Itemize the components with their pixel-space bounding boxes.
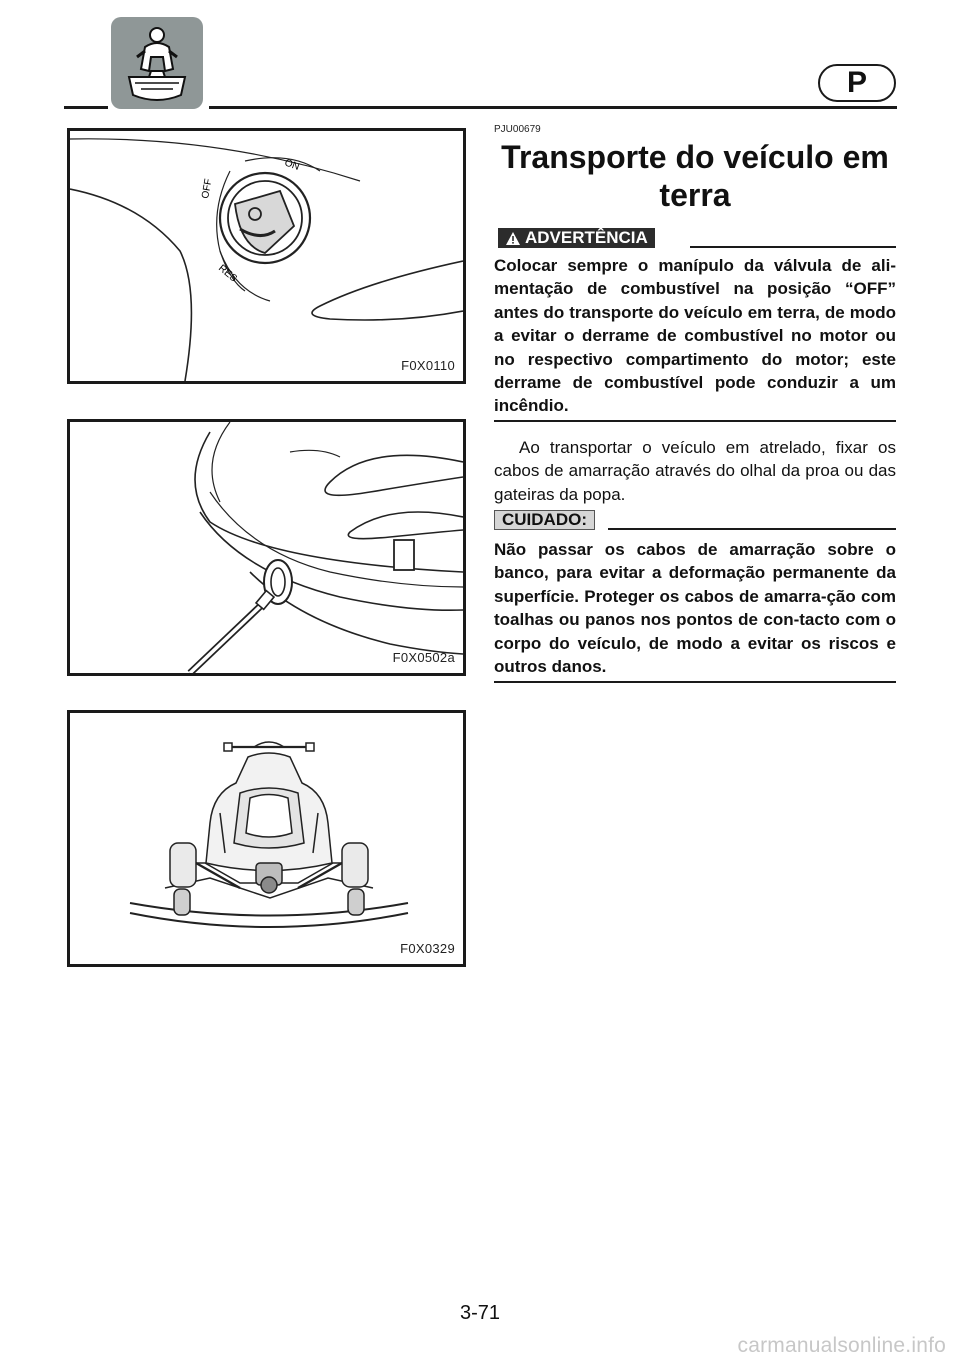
figure-bow-tie-down bbox=[67, 419, 466, 676]
caution-text: Não passar os cabos de amarração sobre o banco, para evitar a deformação permanente da superfície. Proteger os cabos de amarra-ção com toalhas ou panos nos pontos de con-tacto com o corpo do veículo, de modo a evitar os riscos e outros danos. bbox=[494, 540, 896, 677]
warning-label bbox=[498, 228, 655, 248]
page-title: Transporte do veículo em terra bbox=[501, 139, 889, 213]
caution-label bbox=[494, 510, 595, 530]
header-rule-left bbox=[64, 106, 108, 109]
warning-end-rule bbox=[494, 420, 896, 422]
caution-end-rule bbox=[494, 681, 896, 683]
warning-triangle-icon bbox=[505, 231, 521, 246]
warning-label-text: ADVERTÊNCIA bbox=[525, 228, 648, 247]
watermark: carmanualsonline.info bbox=[737, 1334, 946, 1357]
bow-tie-down-illustration bbox=[70, 422, 463, 673]
personal-watercraft-rider-icon bbox=[111, 17, 203, 109]
page-number: 3-71 bbox=[459, 1302, 501, 1324]
figure-craft-on-trailer bbox=[67, 710, 466, 967]
fuel-cock-illustration bbox=[70, 131, 463, 381]
warning-text: Colocar sempre o manípulo da válvula de ali-mentação de combustível na posição “OFF” antes do transporte do veículo em terra, de modo a evitar o derrame de combustível no motor ou no respectivo compartimento do motor; este derrame de combustível pode conduzir a um incêndio. bbox=[494, 256, 896, 416]
fuel-cock-label-on: ON bbox=[282, 157, 301, 173]
language-badge: P bbox=[818, 64, 896, 102]
fuel-cock-label-off: OFF bbox=[200, 177, 215, 200]
figure-code: F0X0329 bbox=[400, 941, 455, 956]
figure-code: F0X0502a bbox=[392, 650, 455, 665]
figure-fuel-cock bbox=[67, 128, 466, 384]
caution-label-text: CUIDADO: bbox=[502, 510, 587, 529]
warning-label-rule bbox=[690, 246, 896, 248]
craft-on-trailer-illustration bbox=[70, 713, 463, 964]
header-rule-right bbox=[209, 106, 897, 109]
figure-code: F0X0110 bbox=[401, 358, 455, 373]
body-text: Ao transportar o veículo em atrelado, fixar os cabos de amarração através do olhal da proa ou das gateiras da popa. bbox=[494, 438, 896, 504]
caution-label-rule bbox=[608, 528, 896, 530]
reference-code: PJU00679 bbox=[494, 124, 541, 135]
fuel-cock-label-res: RES bbox=[216, 262, 239, 285]
